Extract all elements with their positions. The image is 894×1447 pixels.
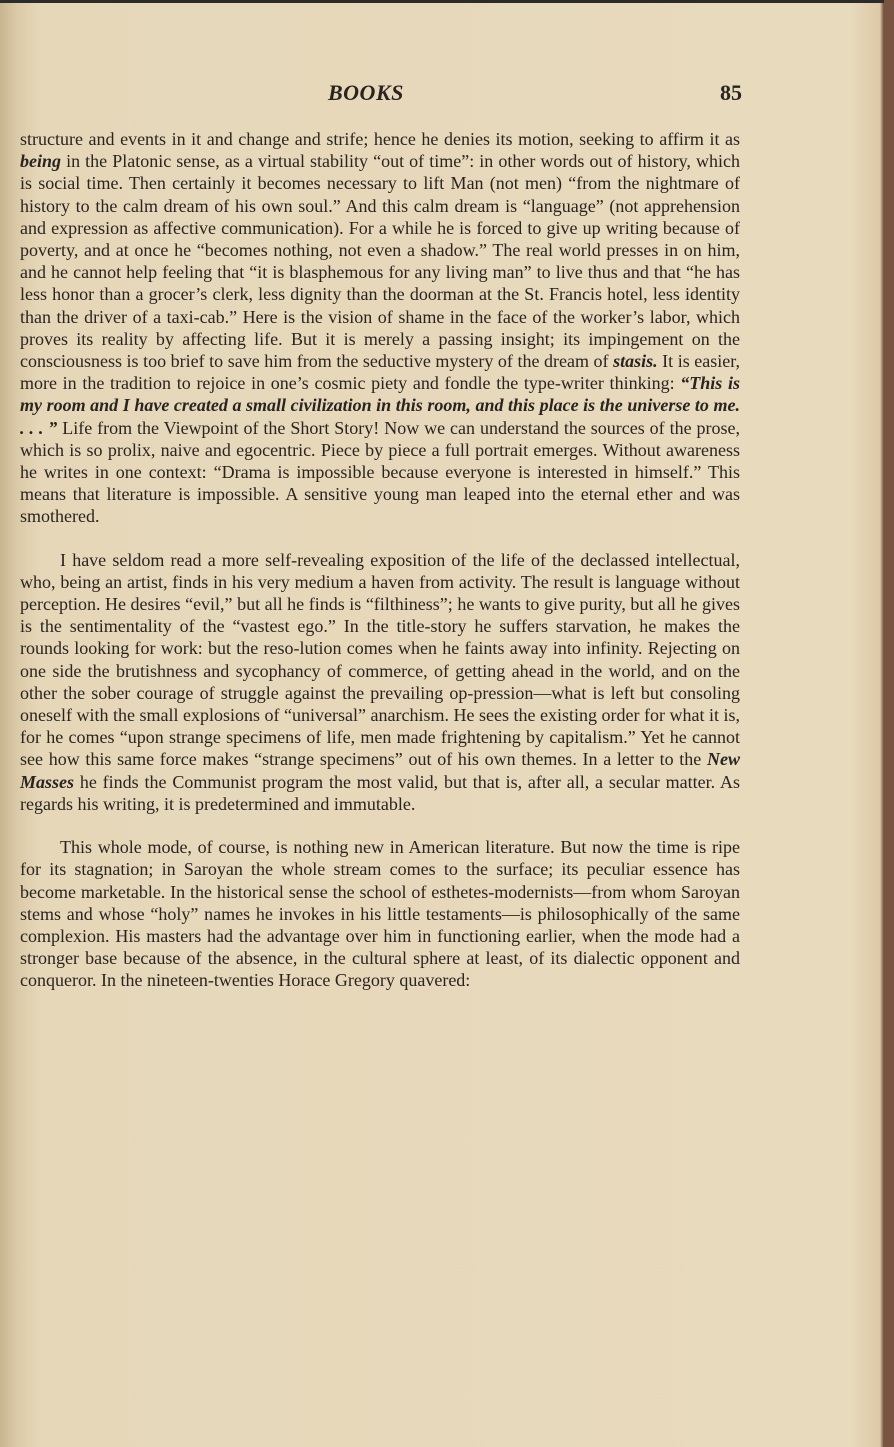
italic-phrase: New Masses [20,749,740,792]
running-title: BOOKS [328,80,404,105]
body-text [20,128,740,1013]
italic-phrase: stasis. [613,351,658,372]
page-header [20,80,742,112]
paragraph [20,128,740,528]
book-spine-edge [884,0,894,1447]
text-run: he finds the Communist program the most valid, but that is, after all, a secular matter. As regards his writing, it is predetermined and immutable. [20,771,740,814]
page-number: 85 [720,80,742,105]
text-run: structure and events in it and change and strife; hence he denies its motion, seeking to affirm it as [20,129,740,149]
text-run: Life from the Viewpoint of the Short Story! Now we can understand the sources of the prose, which is so prolix, naive and egocentric. Piece by piece a full portrait emerges. Without awareness he writes in one context: “Drama is impossible because everyone is interested in himself.” This means that literature is impossible. A sensitive young man leaped into the eternal ether and was smothered. [20,417,741,527]
text-run: It is easier, more in the tradition to rejoice in one’s cosmic piety and fondle the type-writer thinking: [20,351,741,394]
text-run: in the Platonic sense, as a virtual stability “out of time”: in other words out of history, which is social time. Then certainly it becomes necessary to lift Man (not men) “from the nightmare of history to the calm dream of his own soul.” And this calm dream is “language” (not apprehension and expression as affective communication). For a while he is forced to give up writing because of poverty, and at once he “becomes nothing, not even a shadow.” The real world presses in on him, and he cannot help feeling that “it is blasphemous for any living man” to live thus and that “he has less honor than a grocer’s clerk, less dignity than the doorman at the St. Francis hotel, less identity than the driver of a taxi-cab.” Here is the vision of shame in the face of the worker’s labor, which proves its reality by affecting life. But it is merely a passing insight; its impingement on the consciousness is too brief to save him from the seductive mystery of the dream of [20,151,740,372]
italic-phrase: “This is my room and I have created a small civilization in this room, and this place is the universe to me. . . . ” [20,373,740,438]
paragraph [20,836,740,991]
text-run: I have seldom read a more self-revealing exposition of the life of the declassed intellectual, who, being an artist, finds in his very medium a haven from activity. The result is language without perception. He desires “evil,” but all he finds is “filthiness”; he wants to give purity, but all he gives is the sentimentality of the “vastest ego.” In the title-story he suffers starvation, he makes the rounds looking for work: but the reso-lution comes when he faints away into infinity. Rejecting on one side the brutishness and sycophancy of commerce, of getting ahead in the world, and on the other the sober courage of struggle against the prevailing op-pression—what is left but consoling oneself with the small explosions of “universal” anarchism. He sees the existing order for what it is, for he comes “upon strange specimens of life, men made frightening by capitalism.” Yet he cannot see how this same force makes “strange specimens” out of his own themes. In a letter to the [20,549,740,770]
page-top-edge [0,0,894,3]
text-run: This whole mode, of course, is nothing new in American literature. But now the time is ripe for its stagnation; in Saroyan the whole stream comes to the surface; its peculiar essence has become marketable. In the historical sense the school of esthetes-modernists—from whom Saroyan stems and whose “holy” names he invokes in his little testaments—is philosophically of the same complexion. His masters had the advantage over him in functioning earlier, when the mode had a stronger base because of the absence, in the cultural sphere at least, of its dialectic opponent and conqueror. In the nineteen-twenties Horace Gregory quavered: [20,837,740,991]
paragraph [20,549,740,815]
italic-phrase: being [20,151,62,172]
